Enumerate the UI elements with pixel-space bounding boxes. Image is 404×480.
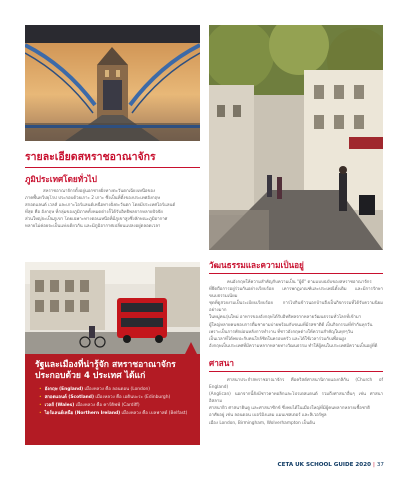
country-item: • เวลส์ (Wales) เมืองหลวง คือ คาร์ดิฟฟ์ (Cardiff) [39, 403, 140, 408]
culture-divider [209, 273, 383, 274]
section-title: รายละเอียดสหราชอาณาจักร [25, 151, 156, 163]
footer-brand: CETA UK SCHOOL GUIDE 2020 [277, 462, 371, 468]
religion-heading: ศาสนา [209, 358, 234, 368]
tower-bridge-photo [25, 25, 200, 141]
country-item: • อังกฤษ (England) เมืองหลวง คือ ลอนดอน (London) [39, 387, 151, 392]
callout-title-line2: ประกอบด้วย 4 ประเทศ ได้แก่ [35, 370, 146, 381]
country-item: • ไอร์แลนด์เหนือ (Northern Ireland) เมืองหลวง คือ เบลฟาสต์ (Belfast) [39, 411, 188, 416]
country-item: • สกอตแลนด์ (Scotland) เมืองหลวง คือ เอดินบะระ (Edinburgh) [39, 395, 171, 400]
page-footer [278, 462, 384, 468]
culture-paragraph: คนอังกฤษให้ความสำคัญกับความเป็น "ผู้ดี" ตามแบบฉบับของสหราชอาณาจักร ที่ยึดถือการอยู่ร่วมกันอย่างเรียบร้อย เคารพกฎเกณฑ์และประเพณีดั้งเดิม และมีการรักษาขนบธรรมเนียม ชุดที่ดูสวยงามเป็นระเบียบเรียบร้อย การไปกินข้าวนอกบ้านจึงเป็นกิจกรรมที่ได้รับความนิยมอย่างมาก ในหมู่คนรุ่นใหม่ อาหารของอังกฤษได้รับอิทธิพลจากหลายวัฒนธรรมทั่วโลกที่เข้ามา ผู้ใหญ่หลายคนชอบการดื่มชายามบ่ายพร้อมกับขนมที่มีรสชาติดี เป็นกิจกรรมที่ทำกันทุกวัน เพราะเป็นการพักผ่อนหลังการทำงาน ที่ชาวอังกฤษต่างให้ความสำคัญในทุกๆวัน เป็นเวลาที่ได้พบปะกับคนใกล้ชิดในครอบครัว และได้ใช้เวลาร่วมกับเพื่อนฝูง อังกฤษเป็นประเทศที่มีความหลากหลายทางวัฒนธรรม ทำให้ผู้คนในประเทศมีความเป็นอยู่ที่ดี [209, 280, 383, 349]
bullet-icon: • [39, 387, 42, 392]
bullet-icon: • [39, 395, 42, 400]
culture-heading: วัฒนธรรมและความเป็นอยู่ [209, 260, 304, 270]
callout-title-line1: รัฐและเมืองที่น่ารู้จัก สหราชอาณาจักร [35, 360, 176, 370]
page-number: 37 [376, 462, 384, 468]
countries-callout [25, 354, 200, 445]
callout-arrow-icon [185, 342, 197, 354]
london-bus-photo [25, 262, 200, 354]
bullet-icon: • [39, 411, 42, 416]
religion-paragraph: ศาสนาประจำสหราชอาณาจักร คือคริสต์ศาสนานิกายแองกลิกัน (Church of England) (Anglican) นอกจากนี้ยังมีชาวคาทอลิกและโปรเตสแตนต์ รวมถึงศาสนาอื่นๆ เช่น ศาสนาอิสลาม ศาสนายิว ศาสนาฮินดู และศาสนาซิกข์ ซึ่งพบได้ในเมืองใหญ่ที่มีผู้คนหลากหลายเชื้อชาติ อาศัยอยู่ เช่น ลอนดอน เบอร์มิงแฮม แมนเชสเตอร์ และลิเวอร์พูล เมือง London, Birmingham, Wolverhampton เป็นต้น [209, 378, 383, 426]
geo-paragraph: สหราชอาณาจักรตั้งอยู่นอกชายฝั่งทางตะวันตกเฉียงเหนือของ ภาคพื้นทวีปยุโรป ประกอบด้วยเกาะ 2 เกาะ ซึ่งเป็นที่ตั้งของประเทศอังกฤษ สกอตแลนด์ เวลส์ และเกาะไอร์แลนด์เหนือทางฝั่งตะวันตก โดยมีประเทศไอร์แลนด์ ที่สุด คือ อังกฤษ ที่กลุ่มของภูมิภาคทั้งหมดต่างก็ได้รับอิทธิพลจากหลายปัจจัย ส่วนใหญ่จะเป็นภูเขา โดยเฉพาะทางตอนเหนือที่มีภูเขาสูงซึ่งลักษณะภูมิอากาศ หลายไม่ค่อยจะเป็นแห่งเดียวกัน และมีภูมิอากาศเปลี่ยนแปลงอยู่ตลอดเวลา [25, 189, 176, 230]
religion-divider [209, 371, 383, 372]
footer-separator: | [372, 462, 375, 468]
bullet-icon: • [39, 403, 42, 408]
street-photo [209, 25, 383, 250]
geo-heading: ภูมิประเทศโดยทั่วไป [25, 174, 98, 184]
title-divider [25, 167, 200, 168]
